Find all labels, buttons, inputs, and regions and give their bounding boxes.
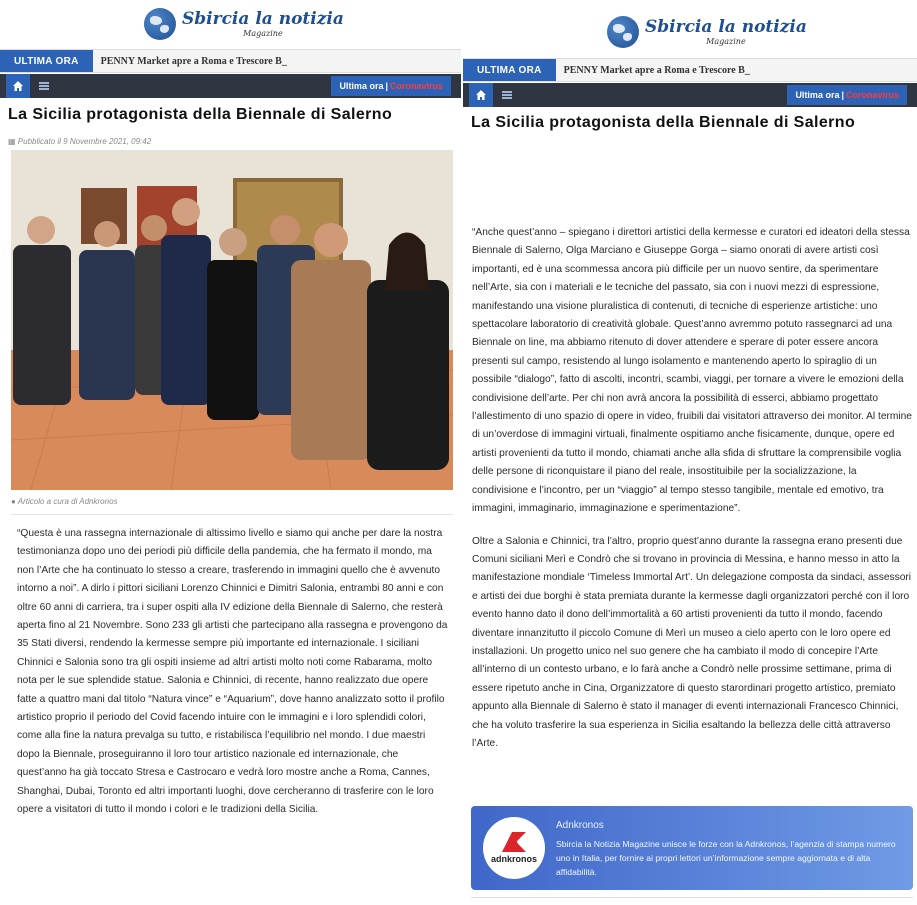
globe-icon bbox=[607, 16, 639, 48]
ticker-headline[interactable]: PENNY Market apre a Roma e Trescore B_ bbox=[563, 64, 750, 76]
nav-latest-links bbox=[331, 76, 451, 96]
menu-button[interactable] bbox=[495, 83, 519, 107]
site-logo[interactable] bbox=[607, 16, 807, 48]
site-logo[interactable] bbox=[144, 8, 344, 40]
nav-separator: | bbox=[841, 90, 844, 100]
adnkronos-logo bbox=[483, 817, 545, 879]
hamburger-icon bbox=[39, 82, 49, 90]
home-button[interactable] bbox=[6, 74, 30, 98]
group-photo-illustration bbox=[11, 150, 453, 490]
hamburger-icon bbox=[502, 91, 512, 99]
logo-title: Sbircia la notizia bbox=[182, 8, 344, 29]
home-icon bbox=[12, 80, 24, 92]
breaking-news-ticker bbox=[0, 49, 461, 73]
adnkronos-mark-icon bbox=[500, 832, 528, 852]
main-navbar bbox=[0, 74, 461, 98]
partner-name: Adnkronos bbox=[556, 820, 604, 831]
ticker-headline[interactable]: PENNY Market apre a Roma e Trescore B_ bbox=[100, 55, 287, 67]
globe-icon bbox=[144, 8, 176, 40]
logo-subtitle: Magazine bbox=[243, 28, 283, 38]
logo-title: Sbircia la notizia bbox=[645, 16, 807, 37]
nav-latest-links bbox=[787, 85, 907, 105]
partner-description: Sbircia la Notizia Magazine unisce le forze con la Adnkronos, l’agenzia di stampa numero uno in Italia, per fornire ai propri lettori un’informazione sempre aggiornata e di alta affidabilità. bbox=[556, 839, 896, 877]
calendar-icon: ▦ bbox=[8, 137, 18, 146]
article-body-right bbox=[472, 224, 912, 753]
ticker-label: ULTIMA ORA bbox=[463, 59, 556, 81]
article-title: La Sicilia protagonista della Biennale di Salerno bbox=[8, 106, 393, 123]
article-title: La Sicilia protagonista della Biennale di Salerno bbox=[471, 114, 856, 131]
logo-subtitle: Magazine bbox=[706, 36, 746, 46]
adnkronos-logo-word: adnkronos bbox=[490, 854, 537, 864]
home-icon bbox=[475, 89, 487, 101]
publish-date: ▦ Pubblicato il 9 Novembre 2021, 09:42 bbox=[8, 137, 152, 146]
coronavirus-link[interactable]: Coronavirus bbox=[845, 90, 899, 100]
photo-caption: ● Articolo a cura di Adnkronos bbox=[11, 497, 118, 506]
home-button[interactable] bbox=[469, 83, 493, 107]
divider bbox=[471, 897, 913, 898]
article-paragraph: “Questa è una rassegna internazionale di altissimo livello e siamo qui anche per dare la nostra testimonianza dopo uno dei periodi più difficile della pandemia, che ha fermato il mondo, ma non l’Arte che ha continuato lo stesso a creare, trasferendo in immagini quello che è avvenuto intorno a noi”. A dirlo i pittori siciliani Lorenzo Chinnici e Dimitri Salonia, entrambi 80 anni e con oltre 60 anni di carriera, tra i super ospiti alla IV edizione della Biennale di Salerno, che resterà aperta fino al 21 Novembre. Sono 233 gli artisti che partecipano alla rassegna e provengono da 35 Stati diversi, rendendo la kermesse sempre più importante ed internazionale. I siciliani Chinnici e Salonia sono tra gli ospiti insieme ad altri artisti molto noti come Rabarama, molto nota per le sue splendide statue. Salonia e Chinnici, di recente, hanno realizzato due opere fatte a quattro mani dal titolo “Natura vince” e “Aquarium”, dove hanno analizzato sotto il profilo artistico proprio il periodo del Covid facendo intuire con le immagini e i loro splendidi colori, come alla fine la natura prevalga su tutto, e ristabilisca l’equilibrio nel mondo. I due maestri dopo la Biennale, proseguiranno il loro tour artistico nazionale ed internazionale, che quest’anno ha già toccato Stresa e Castrocaro e vedrà loro mostre anche a Roma, Cannes, Shanghai, Dubai, Toronto ed altri importanti luoghi, dove cercheranno di trasferire con le loro opere a visitatori di tutto il mondo i colori e le tradizioni della Sicilia. bbox=[17, 528, 448, 816]
breaking-news-ticker bbox=[463, 58, 917, 82]
main-navbar bbox=[463, 83, 917, 107]
article-body-left bbox=[17, 525, 449, 820]
article-photo bbox=[11, 150, 453, 490]
nav-separator: | bbox=[385, 81, 388, 91]
ticker-label: ULTIMA ORA bbox=[0, 50, 93, 72]
menu-button[interactable] bbox=[32, 74, 56, 98]
right-screenshot bbox=[463, 0, 917, 905]
article-paragraph: “Anche quest’anno – spiegano i direttori artistici della kermesse e curatori ed ideatori della stessa Biennale di Salerno, Olga Marciano e Giuseppe Gorga – siamo onorati di avere artisti così importanti, ed è una scommessa ancora più difficile per un nuovo sentire, da sperimentare nell’Arte, sia con i materiali e le tecniche del passato, sia con i nuovi mezzi di espressione, manifestando una visione pluralistica di contenuti, di tecniche di esperienze artistiche: uno spettacolare laboratorio di creatività globale. Quest’anno avremmo potuto rassegnarci ad una Biennale on line, ma abbiamo ritenuto di dover attendere e sperare di poter essere ancora presenti sul campo, resistendo al lungo isolamento e mantenendo aperto lo spiraglio di un possibile “dialogo”, fatto di ascolti, incontri, scambi, viaggi, per tornare a vivere le emozioni della condivisione dell’arte. Per chi non avrà ancora la possibilità di esserci, abbiamo progettato l’allestimento di uno spazio di opere in video, fruibili dai visitatori attraverso dei monitor. Al termine di un’overdose di immagini virtuali, finalmente ospitiamo anche fisicamente, dunque, opere ed artisti provenienti da tutto il mondo, chiamati anche alla sfida di sfruttare la comprensibile voglia delle persone di riconquistare il piano del reale, insostituibile per la socializzazione, la condivisione e l’incontro, per un “viaggio” al tempo stesso tangibile, mentale ed emotivo, tra immagini, immaginario, immaginazione e sperimentazione”. bbox=[472, 227, 912, 515]
latest-news-link[interactable]: Ultima ora bbox=[339, 81, 384, 91]
user-icon: ● bbox=[11, 497, 18, 506]
divider bbox=[11, 514, 453, 515]
latest-news-link[interactable]: Ultima ora bbox=[795, 90, 840, 100]
article-paragraph: Oltre a Salonia e Chinnici, tra l’altro, proprio quest’anno durante la rassegna erano presenti due Comuni siciliani Merì e Condrò che si trovano in provincia di Messina, e hanno messo in atto la manifestazione mondiale ‘Timeless Immortal Art’. Un delegazione composta da sindaci, assessori e artisti dei due borghi è stata premiata durante la kermesse dagli organizzatori perché con il loro evento hanno dato il dono dell’immortalità a 60 artisti provenienti da tutto il mondo, facendo diventare innanzitutto il piccolo Comune di Merì un museo a cielo aperto con le loro opere ed installazioni. Un progetto unico nel suo genere che ha cambiato il modo di concepire l’Arte all’interno di un contesto urbano, e lo farà anche a Condrò nelle prossime settimane, prima di essere ripetuto anche in Cina, Organizzatore di questo starordinari progetto artistico, premiato appunto alla Biennale di Salerno è stato il manager di eventi internazionali Francesco Chinnici, che ha voluto trasferire la sua esperienza in Sicilia esaltando la bellezza delle città attraverso l’Arte. bbox=[472, 535, 912, 749]
coronavirus-link[interactable]: Coronavirus bbox=[389, 81, 443, 91]
adnkronos-partner-box[interactable] bbox=[471, 806, 913, 890]
